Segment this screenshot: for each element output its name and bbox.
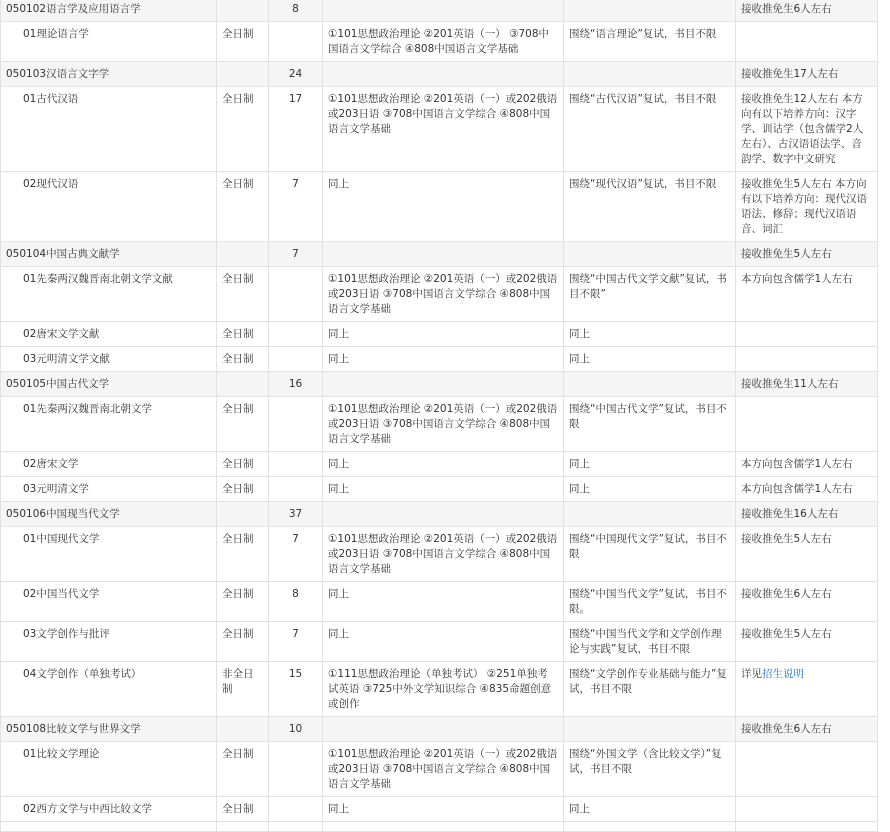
program-name-cell: 050106中国现当代文学 xyxy=(1,502,217,527)
remarks-text: 详见 xyxy=(741,668,762,680)
admission-guide-link[interactable]: 招生说明 xyxy=(762,668,804,680)
remarks-cell: 本方向包含儒学1人左右 xyxy=(736,267,878,322)
remarks-cell: 接收推免生5人左右 xyxy=(736,242,878,267)
study-mode-cell: 全日制 xyxy=(217,527,269,582)
retest-scope-cell: 围绕“中国当代文学”复试，书目不限。 xyxy=(564,582,736,622)
enrollment-count-cell: 7 xyxy=(269,242,323,267)
exam-subjects-cell: ①101思想政治理论 ②201英语（一）或202俄语或203日语 ③708中国语言文学综合 ④808中国语言文学基础 xyxy=(323,527,564,582)
study-mode-cell xyxy=(217,62,269,87)
remarks-cell: 接收推免生6人左右 xyxy=(736,582,878,622)
exam-subjects-cell: 同上 xyxy=(323,172,564,242)
retest-scope-cell: 围绕“中国古代文学文献”复试，书目不限” xyxy=(564,267,736,322)
study-mode-cell: 全日制 xyxy=(217,267,269,322)
remarks-cell: 接收推免生6人左右 xyxy=(736,717,878,742)
discipline-row xyxy=(1,372,878,397)
enrollment-count-cell: 17 xyxy=(269,87,323,172)
study-mode-cell: 全日制 xyxy=(217,622,269,662)
direction-row xyxy=(1,452,878,477)
study-mode-cell xyxy=(217,502,269,527)
study-mode-cell xyxy=(217,372,269,397)
exam-subjects-cell: 同上 xyxy=(323,582,564,622)
retest-scope-cell xyxy=(564,502,736,527)
study-mode-cell: 全日制 xyxy=(217,22,269,62)
program-name-cell: 03元明清文学 xyxy=(1,477,217,502)
study-mode-cell: 全日制 xyxy=(217,452,269,477)
enrollment-count-cell: 16 xyxy=(269,372,323,397)
program-name-cell: 01理论语言学 xyxy=(1,22,217,62)
direction-row xyxy=(1,527,878,582)
program-name-cell: 02现代汉语 xyxy=(1,172,217,242)
retest-scope-cell xyxy=(564,822,736,832)
remarks-cell xyxy=(736,797,878,822)
exam-subjects-cell xyxy=(323,242,564,267)
direction-row xyxy=(1,582,878,622)
exam-subjects-cell: ①101思想政治理论 ②201英语（一） ③708中国语言文学综合 ④808中国语言文学基础 xyxy=(323,22,564,62)
remarks-cell: 接收推免生16人左右 xyxy=(736,502,878,527)
program-name-cell: 01先秦两汉魏晋南北朝文学文献 xyxy=(1,267,217,322)
exam-subjects-cell: ①101思想政治理论 ②201英语（一）或202俄语或203日语 ③708中国语言文学综合 ④808中国语言文学基础 xyxy=(323,742,564,797)
program-name-cell: 03元明清文学文献 xyxy=(1,347,217,372)
enrollment-count-cell: 15 xyxy=(269,662,323,717)
enrollment-count-cell: 8 xyxy=(269,582,323,622)
retest-scope-cell: 围绕“语言理论”复试，书目不限 xyxy=(564,22,736,62)
exam-subjects-cell: 同上 xyxy=(323,452,564,477)
retest-scope-cell: 同上 xyxy=(564,347,736,372)
study-mode-cell: 全日制 xyxy=(217,172,269,242)
study-mode-cell: 全日制 xyxy=(217,477,269,502)
discipline-row xyxy=(1,0,878,22)
enrollment-count-cell: 37 xyxy=(269,502,323,527)
enrollment-count-cell xyxy=(269,477,323,502)
retest-scope-cell: 围绕“古代汉语”复试，书目不限 xyxy=(564,87,736,172)
direction-row xyxy=(1,347,878,372)
exam-subjects-cell xyxy=(323,372,564,397)
direction-row xyxy=(1,172,878,242)
retest-scope-cell xyxy=(564,62,736,87)
study-mode-cell: 全日制 xyxy=(217,797,269,822)
discipline-row xyxy=(1,717,878,742)
exam-subjects-cell xyxy=(323,717,564,742)
enrollment-count-cell: 24 xyxy=(269,62,323,87)
retest-scope-cell xyxy=(564,717,736,742)
exam-subjects-cell: 同上 xyxy=(323,322,564,347)
exam-subjects-cell xyxy=(323,62,564,87)
program-name-cell: 050102语言学及应用语言学 xyxy=(1,0,217,22)
program-name-cell: 050103汉语言文字学 xyxy=(1,62,217,87)
remarks-cell: 接收推免生6人左右 xyxy=(736,0,878,22)
exam-subjects-cell xyxy=(323,822,564,832)
exam-subjects-cell xyxy=(323,0,564,22)
retest-scope-cell: 围绕“中国古代文学”复试，书目不限 xyxy=(564,397,736,452)
remarks-cell: 接收推免生12人左右 本方向有以下培养方向：汉字学、训诂学（包含儒学2人左右）、古汉语语法学、音韵学、数字中文研究 xyxy=(736,87,878,172)
retest-scope-cell: 同上 xyxy=(564,477,736,502)
study-mode-cell xyxy=(217,822,269,832)
direction-row xyxy=(1,742,878,797)
study-mode-cell xyxy=(217,717,269,742)
direction-row xyxy=(1,477,878,502)
exam-subjects-cell: 同上 xyxy=(323,622,564,662)
direction-row xyxy=(1,267,878,322)
program-name-cell: 04文学创作（单独考试） xyxy=(1,662,217,717)
remarks-cell xyxy=(736,742,878,797)
program-name-cell: 02唐宋文学 xyxy=(1,452,217,477)
retest-scope-cell: 围绕“外国文学（含比较文学）”复试，书目不限 xyxy=(564,742,736,797)
remarks-cell: 接收推免生17人左右 xyxy=(736,62,878,87)
discipline-row xyxy=(1,502,878,527)
enrollment-count-cell xyxy=(269,742,323,797)
enrollment-count-cell xyxy=(269,322,323,347)
retest-scope-cell: 围绕“文学创作专业基础与能力”复试，书目不限 xyxy=(564,662,736,717)
enrollment-count-cell xyxy=(269,397,323,452)
program-name-cell: 050104中国古典文献学 xyxy=(1,242,217,267)
exam-subjects-cell xyxy=(323,502,564,527)
enrollment-count-cell xyxy=(269,452,323,477)
retest-scope-cell xyxy=(564,372,736,397)
direction-row xyxy=(1,22,878,62)
program-name-cell: 01比较文学理论 xyxy=(1,742,217,797)
retest-scope-cell: 围绕“中国当代文学和文学创作理论与实践”复试，书目不限 xyxy=(564,622,736,662)
remarks-cell xyxy=(736,347,878,372)
remarks-cell: 接收推免生5人左右 xyxy=(736,622,878,662)
program-name-cell: 01古代汉语 xyxy=(1,87,217,172)
enrollment-count-cell: 7 xyxy=(269,172,323,242)
enrollment-count-cell: 8 xyxy=(269,0,323,22)
enrollment-count-cell xyxy=(269,347,323,372)
remarks-cell xyxy=(736,662,878,717)
program-name-cell: 050108比较文学与世界文学 xyxy=(1,717,217,742)
retest-scope-cell xyxy=(564,242,736,267)
program-name-cell: 02中国当代文学 xyxy=(1,582,217,622)
study-mode-cell xyxy=(217,242,269,267)
program-name-cell xyxy=(1,822,217,832)
program-name-cell: 050105中国古代文学 xyxy=(1,372,217,397)
enrollment-count-cell xyxy=(269,797,323,822)
program-table-body xyxy=(1,0,878,832)
exam-subjects-cell: ①101思想政治理论 ②201英语（一）或202俄语或203日语 ③708中国语言文学综合 ④808中国语言文学基础 xyxy=(323,267,564,322)
discipline-row xyxy=(1,242,878,267)
program-name-cell: 02西方文学与中西比较文学 xyxy=(1,797,217,822)
study-mode-cell: 全日制 xyxy=(217,582,269,622)
exam-subjects-cell: 同上 xyxy=(323,347,564,372)
direction-row xyxy=(1,662,878,717)
remarks-cell: 本方向包含儒学1人左右 xyxy=(736,477,878,502)
program-name-cell: 01先秦两汉魏晋南北朝文学 xyxy=(1,397,217,452)
remarks-cell xyxy=(736,322,878,347)
study-mode-cell xyxy=(217,0,269,22)
exam-subjects-cell: 同上 xyxy=(323,797,564,822)
study-mode-cell: 全日制 xyxy=(217,742,269,797)
enrollment-count-cell xyxy=(269,267,323,322)
retest-scope-cell xyxy=(564,0,736,22)
remarks-cell: 接收推免生5人左右 xyxy=(736,527,878,582)
study-mode-cell: 全日制 xyxy=(217,347,269,372)
discipline-row xyxy=(1,62,878,87)
direction-row xyxy=(1,87,878,172)
direction-row xyxy=(1,797,878,822)
study-mode-cell: 非全日制 xyxy=(217,662,269,717)
retest-scope-cell: 围绕“现代汉语”复试，书目不限 xyxy=(564,172,736,242)
program-name-cell: 03文学创作与批评 xyxy=(1,622,217,662)
study-mode-cell: 全日制 xyxy=(217,397,269,452)
retest-scope-cell: 同上 xyxy=(564,452,736,477)
exam-subjects-cell: ①111思想政治理论（单独考试） ②251单独考试英语 ③725中外文学知识综合 ④835命题创意或创作 xyxy=(323,662,564,717)
retest-scope-cell: 同上 xyxy=(564,322,736,347)
remarks-cell xyxy=(736,397,878,452)
exam-subjects-cell: ①101思想政治理论 ②201英语（一）或202俄语或203日语 ③708中国语言文学综合 ④808中国语言文学基础 xyxy=(323,397,564,452)
enrollment-count-cell: 10 xyxy=(269,717,323,742)
enrollment-count-cell: 7 xyxy=(269,527,323,582)
direction-row xyxy=(1,822,878,832)
enrollment-count-cell: 7 xyxy=(269,622,323,662)
program-name-cell: 01中国现代文学 xyxy=(1,527,217,582)
remarks-cell xyxy=(736,822,878,832)
remarks-cell: 接收推免生5人左右 本方向有以下培养方向：现代汉语语法、修辞；现代汉语语音、词汇 xyxy=(736,172,878,242)
direction-row xyxy=(1,622,878,662)
enrollment-count-cell xyxy=(269,822,323,832)
exam-subjects-cell: 同上 xyxy=(323,477,564,502)
retest-scope-cell: 同上 xyxy=(564,797,736,822)
study-mode-cell: 全日制 xyxy=(217,87,269,172)
exam-subjects-cell: ①101思想政治理论 ②201英语（一）或202俄语或203日语 ③708中国语言文学综合 ④808中国语言文学基础 xyxy=(323,87,564,172)
remarks-cell: 本方向包含儒学1人左右 xyxy=(736,452,878,477)
remarks-cell xyxy=(736,22,878,62)
retest-scope-cell: 围绕“中国现代文学”复试，书目不限 xyxy=(564,527,736,582)
direction-row xyxy=(1,397,878,452)
study-mode-cell: 全日制 xyxy=(217,322,269,347)
program-name-cell: 02唐宋文学文献 xyxy=(1,322,217,347)
remarks-cell: 接收推免生11人左右 xyxy=(736,372,878,397)
direction-row xyxy=(1,322,878,347)
enrollment-count-cell xyxy=(269,22,323,62)
